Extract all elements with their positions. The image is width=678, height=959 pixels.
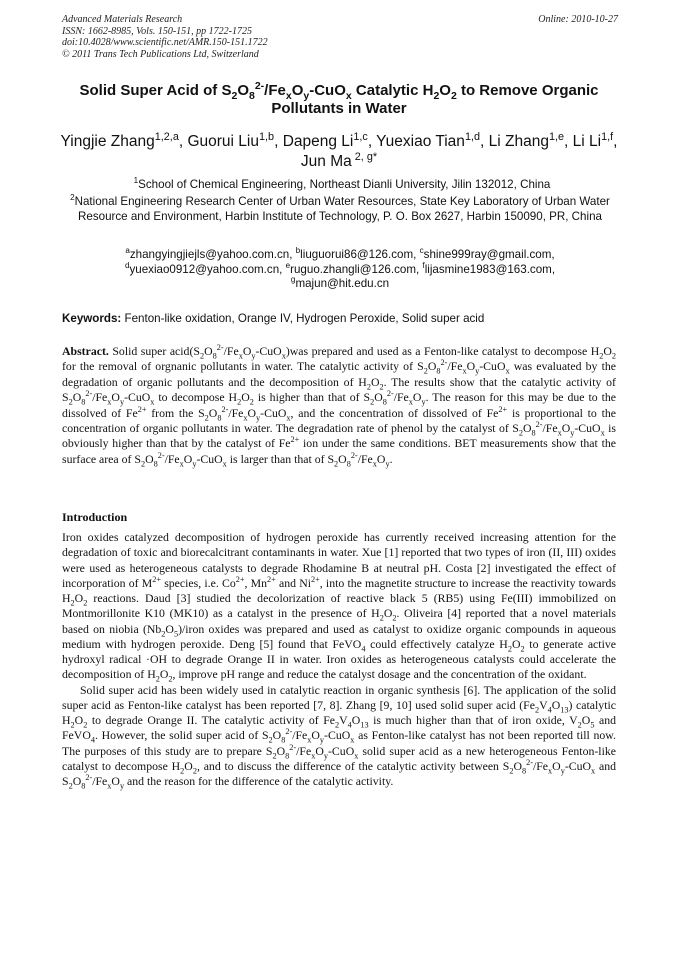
introduction-body [62, 530, 616, 789]
abstract-label: Abstract. [62, 344, 109, 358]
author-emails: $^a$zhangyingjiejls@yahoo.com.cn, $^b$liuguorui86@126.com, $^c$shine999ray@gmail.com, $^d$yuexiao0912@yahoo.com.cn, $^e$ruguo.zhangli@126.com, $^f$lijasmine1983@163.com, $^g$majun@hit.edu.cn [124, 246, 556, 290]
affiliation-1: $^1$School of Chemical Engineering, Northeast Dianli University, Jilin 132012, China [133, 176, 551, 191]
keywords: Keywords: Fenton-like oxidation, Orange IV, Hydrogen Peroxide, Solid super acid [62, 312, 485, 325]
issn-line: ISSN: 1662-8985, Vols. 150-151, pp 1722-1725 [62, 25, 252, 37]
doi-line: doi:10.4028/www.scientific.net/AMR.150-151.1722 [62, 37, 268, 49]
introduction-paragraph-2: Solid super acid has been widely used in catalytic reaction in organic synthesis [6]. The application of the solid super acid as Fenton-like catalyst has been reported [7, 8]. Zhang [9, 10] used solid super acid $(Fe_2V_4O_{13})$ catalytic $H_2O_2$ to degrade Orange II. The catalytic activity of $Fe_2V_4O_{13}$ is much higher than that of iron oxide, $V_2O_5$ and FeVO$_4$. However, the solid super acid of $S_2O_8^{2-}/Fe_xO_y-CuO_x$ as Fenton-like catalyst has not been reported till now. The purposes of this study are to prepare $S_2O_8^{2-}/Fe_xO_y-CuO_x$ solid super acid as a new heterogeneous Fenton-like catalyst to decompose $H_2O_2$, and to discuss the difference of the catalytic activity between $S_2O_8^{2-}/Fe_xO_y-CuO_x$ and $S_2O_8^{2-}/Fe_xO_y$ and the reason for the difference of the catalytic activity. [62, 682, 616, 791]
keywords-label: Keywords: [62, 312, 122, 325]
introduction-paragraph-1: Iron oxides catalyzed decomposition of hydrogen peroxide has currently received increasing attention for the degradation of toxic and biorecalcitrant contaminants in water. Xue [1] reported that two types of iron (II, III) oxides were used as heterogeneous catalysts to degrade Rhodamine B at neutral pH. Costa [2] investigated the effect of incorporation of $M^{2+}$ species, i.e. $Co^{2+}$, $Mn^{2+}$ and $Ni^{2+}$, into the magnetite structure to increase the reactivity towards $H_2O_2$ reactions. Daud [3] studied the decolorization of reactive black 5 (RB5) using Fe(III) immobilized on Montmorillonite K10 (MK10) as a catalyst in the presence of $H_2O_2$. Oliveira [4] reported that a novel materials based on niobia $(Nb_2O_5)$/iron oxides was prepared and used as catalyst to oxidize organic compounds in aqueous medium with hydrogen peroxide. Deng [5] found that FeVO$_4$ could effectively catalyze $H_2O_2$ to generate active hydroxyl radical ·OH to degrade Orange II in water. Iron oxides as heterogeneous catalysts could accelerate the decomposition of $H_2O_2$, improve pH range and reduce the catalyst dosage and the concentration of the oxidant. [62, 530, 616, 684]
introduction-heading: Introduction [62, 510, 128, 524]
affiliation-2: $^2$National Engineering Research Center of Urban Water Resources, State Key Laboratory of Urban Water Resource and Environment, Harbin Institute of Technology, P. O. Box 2627, Harbin 150090, PR, China [70, 193, 610, 223]
copyright-line: © 2011 Trans Tech Publications Ltd, Switzerland [62, 48, 259, 60]
abstract: Abstract. Solid super $acid(S_2O_8^{2-}/Fe_xO_y-CuO_x)was$ prepared and used as a Fenton-like catalyst to decompose $H_2O_2$ for the removal of orgnanic pollutants in water. The catalytic activity of $S_2O_8^{2-}/Fe_xO_y-CuO_x$ was evaluated by the degradation of organic pollutants and the decomposition of $H_2O_2$. The results show that the catalytic activity of $S_2O_8^{2-}/Fe_xO_y-CuO_x$ to decompose $H_2O_2$ is higher than that of $S_2O_8^{2-}/Fe_xO_y$. The reason for this may be due to the dissolved of $Fe^{2+}$ from the $S_2O_8^{2-}/Fe_xO_y-CuO_x$, and the concentration of dissolved of $Fe^{2+}$ is proportional to the concentration of organic pollutants in water. The degradation rate of phenol by the catalyst of $S_2O_8^{2-}/Fe_xO_y-CuO_x$ is obviously higher than that by the catalyst of $Fe^{2+}$ ion under the same conditions. BET measurements show that the surface area of $S_2O_8^{2-}/Fe_xO_y-CuO_x$ is larger than that of $S_2O_8^{2-}/Fe_xO_y$. [62, 343, 616, 469]
author-list: Yingjie Zhang$^{1,2,a}$, Guorui Liu$^{1,b}$, Dapeng Li$^{1,c}$, Yuexiao Tian$^{1,d}$, Li Zhang$^{1,e}$, Li Li$^{1,f}$, Jun Ma $^{2, g*}$ [60, 130, 618, 170]
paper-title: Solid Super Acid of $S_2O_8^{2-}/Fe_xO_y-CuO_x$ Catalytic $H_2O_2$ to Remove Organic Pollutants in Water [79, 80, 599, 117]
online-date: Online: 2010-10-27 [538, 14, 618, 25]
journal-name: Advanced Materials Research [62, 14, 183, 25]
journal-header [62, 14, 618, 60]
